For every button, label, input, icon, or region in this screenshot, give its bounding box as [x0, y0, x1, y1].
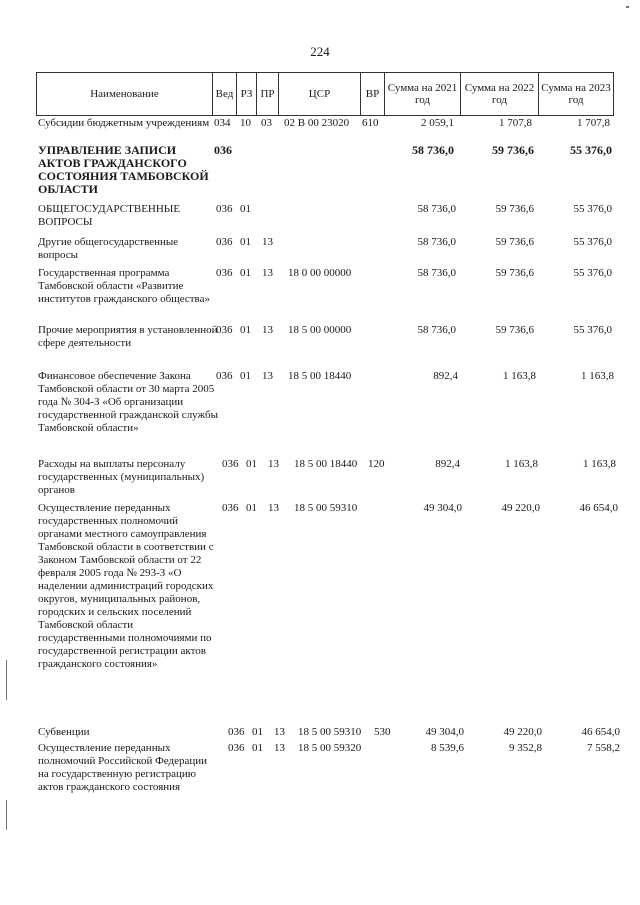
row-sum-2021: 892,4	[435, 458, 460, 470]
row-sum-2022: 59 736,6	[495, 203, 534, 215]
row-pr: 13	[262, 324, 273, 336]
header-name: Наименование	[36, 72, 212, 116]
scan-mark	[6, 660, 7, 700]
row-pr: 13	[268, 502, 279, 514]
header-sum-2023: Сумма на 2023 год	[538, 72, 614, 116]
row-ved: 036	[228, 726, 245, 738]
row-name: Осуществление переданных полномочий Российской Федерации на государственную регистрацию актов гражданского состояния	[38, 742, 208, 793]
row-pr: 13	[274, 726, 285, 738]
row-csr: 18 5 00 59320	[298, 742, 362, 754]
row-sum-2021: 49 304,0	[423, 502, 462, 514]
row-sum-2023: 55 376,0	[570, 143, 612, 157]
header-ved: Вед	[212, 72, 236, 116]
row-name: Осуществление переданных государственных полномочий органами местного самоуправления Тамбовской области в соответствии с Законом Тамбовской области от 22 февраля 2005 года № 293-З «О наделении администраций городских округов, муниципальных районов, городских и сельских поселений Тамбовской области государственными полномочиями по государственной регистрации актов гражданского состояния»	[38, 502, 214, 670]
row-rz: 01	[240, 370, 251, 382]
row-sum-2022: 1 707,8	[499, 117, 532, 129]
header-vr: ВР	[360, 72, 384, 116]
row-sum-2023: 55 376,0	[573, 203, 612, 215]
row-sum-2022: 59 736,6	[495, 236, 534, 248]
row-sum-2023: 1 163,8	[581, 370, 614, 382]
row-ved: 036	[216, 324, 233, 336]
row-rz: 01	[240, 267, 251, 279]
row-sum-2022: 59 736,6	[492, 143, 534, 157]
row-sum-2023: 46 654,0	[581, 726, 620, 738]
row-sum-2021: 58 736,0	[417, 203, 456, 215]
header-sum-2022: Сумма на 2022 год	[460, 72, 538, 116]
row-name: Расходы на выплаты персоналу государственных (муниципальных) органов	[38, 458, 205, 496]
row-ved: 034	[214, 117, 231, 129]
row-pr: 13	[274, 742, 285, 754]
row-rz: 01	[252, 726, 263, 738]
row-vr: 120	[368, 458, 385, 470]
row-sum-2021: 58 736,0	[417, 324, 456, 336]
row-csr: 18 5 00 00000	[288, 324, 352, 336]
row-rz: 01	[240, 324, 251, 336]
row-sum-2021: 58 736,0	[417, 236, 456, 248]
row-rz: 01	[240, 203, 251, 215]
row-rz: 01	[246, 458, 257, 470]
row-sum-2022: 1 163,8	[503, 370, 536, 382]
row-name: Прочие мероприятия в установленной сфере деятельности	[38, 324, 218, 349]
row-name: ОБЩЕГОСУДАРСТВЕННЫЕ ВОПРОСЫ	[38, 203, 181, 228]
row-ved: 036	[228, 742, 245, 754]
row-pr: 03	[261, 117, 272, 129]
row-csr: 02 В 00 23020	[284, 117, 350, 129]
row-sum-2021: 49 304,0	[425, 726, 464, 738]
row-csr: 18 5 00 59310	[298, 726, 362, 738]
row-ved: 036	[214, 143, 232, 157]
row-sum-2021: 58 736,0	[417, 267, 456, 279]
row-name: УПРАВЛЕНИЕ ЗАПИСИ АКТОВ ГРАЖДАНСКОГО СОСТОЯНИЯ ТАМБОВСКОЙ ОБЛАСТИ	[38, 143, 209, 196]
row-rz: 01	[240, 236, 251, 248]
row-ved: 036	[216, 203, 233, 215]
header-sum-2021: Сумма на 2021 год	[384, 72, 460, 116]
scan-mark	[6, 800, 7, 830]
row-sum-2023: 55 376,0	[573, 324, 612, 336]
row-name: Государственная программа Тамбовской области «Развитие институтов гражданского общества»	[38, 267, 210, 305]
row-csr: 18 0 00 00000	[288, 267, 352, 279]
row-sum-2022: 1 163,8	[505, 458, 538, 470]
row-sum-2022: 59 736,6	[495, 267, 534, 279]
row-pr: 13	[262, 236, 273, 248]
row-pr: 13	[268, 458, 279, 470]
row-vr: 530	[374, 726, 391, 738]
row-rz: 01	[246, 502, 257, 514]
row-csr: 18 5 00 18440	[294, 458, 358, 470]
row-ved: 036	[216, 267, 233, 279]
row-pr: 13	[262, 370, 273, 382]
row-sum-2022: 49 220,0	[501, 502, 540, 514]
row-ved: 036	[222, 458, 239, 470]
row-pr: 13	[262, 267, 273, 279]
row-sum-2023: 55 376,0	[573, 236, 612, 248]
row-sum-2021: 892,4	[433, 370, 458, 382]
row-sum-2023: 1 163,8	[583, 458, 616, 470]
row-sum-2023: 55 376,0	[573, 267, 612, 279]
row-ved: 036	[216, 370, 233, 382]
row-name: Финансовое обеспечение Закона Тамбовской области от 30 марта 2005 года № 304-З «Об организации государственной гражданской службы Тамбовской области»	[38, 370, 218, 434]
row-sum-2022: 9 352,8	[509, 742, 542, 754]
row-sum-2023: 46 654,0	[579, 502, 618, 514]
row-name: Субсидии бюджетным учреждениям	[38, 117, 210, 129]
row-ved: 036	[222, 502, 239, 514]
row-csr: 18 5 00 18440	[288, 370, 352, 382]
row-name: Другие общегосударственные вопросы	[38, 236, 179, 261]
header-rz: РЗ	[236, 72, 256, 116]
row-csr: 18 5 00 59310	[294, 502, 358, 514]
header-pr: ПР	[256, 72, 278, 116]
header-csr: ЦСР	[278, 72, 360, 116]
row-sum-2022: 49 220,0	[503, 726, 542, 738]
row-sum-2022: 59 736,6	[495, 324, 534, 336]
row-sum-2021: 58 736,0	[412, 143, 454, 157]
row-sum-2023: 1 707,8	[577, 117, 610, 129]
row-ved: 036	[216, 236, 233, 248]
row-name: Субвенции	[38, 726, 90, 738]
table-header	[0, 72, 640, 116]
row-sum-2023: 7 558,2	[587, 742, 620, 754]
row-sum-2021: 8 539,6	[431, 742, 464, 754]
row-vr: 610	[362, 117, 379, 129]
row-rz: 10	[240, 117, 251, 129]
row-rz: 01	[252, 742, 263, 754]
row-sum-2021: 2 059,1	[421, 117, 454, 129]
scan-mark	[626, 6, 629, 8]
page-number: 224	[310, 44, 330, 59]
